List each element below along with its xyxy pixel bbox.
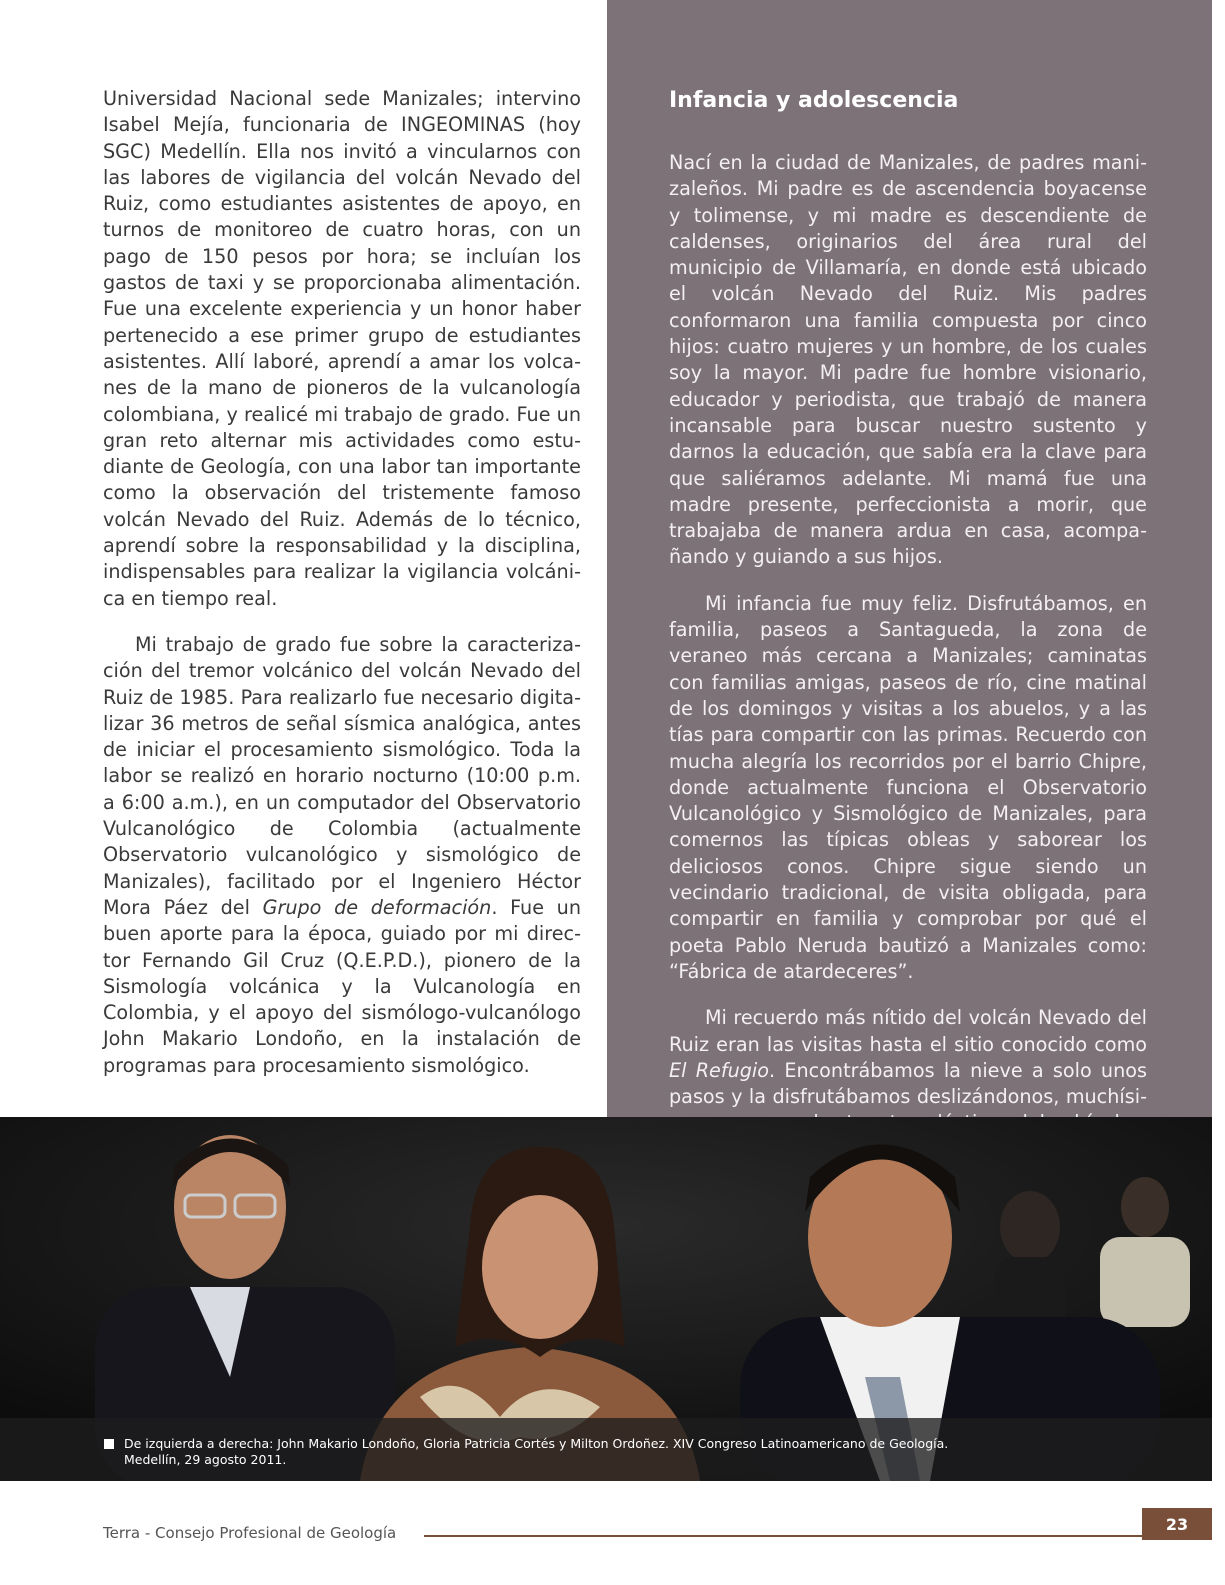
left-paragraph-2-text-b: . Fue un buen aporte para la época, guiado por mi director Fernando Gil Cruz (Q.E.P.D.), pionero de la Sismología volcánica y la Vulcanología en Colombia, y el apoyo del sismólogo-vulcanólogo John Makario Londoño, en la instalación de programas para procesamiento sismológico.	[103, 895, 581, 1077]
section-heading: Infancia y adolescencia	[669, 88, 959, 113]
right-paragraph-3-italic: El Refugio	[669, 1058, 769, 1082]
right-paragraph-3-text-b: . Encontrábamos la nieve a solo unos pasos y la disfrutábamos deslizándonos, muchísi	[669, 1058, 1147, 1109]
caption-bullet	[104, 1439, 114, 1449]
caption-line-1: De izquierda a derecha: John Makario Londoño, Gloria Patricia Cortés y Milton Ordoñez. XIV Congreso Latinoamericano de Geología.	[124, 1436, 949, 1451]
right-text-column	[669, 86, 1147, 1137]
right-paragraph-3-text-a: Mi recuerdo más nítido del volcán Nevado del Ruiz eran las visitas hasta el sitio conocido como	[669, 1006, 1147, 1056]
right-paragraph-1: Nací en la ciudad de Manizales, de padres manizaleños. Mi padre es de ascendencia boyacense y tolimense, y mi madre es descendiente de caldenses, originarios del área rural del municipio de Villamaría, en donde está ubicado el volcán Nevado del Ruiz. Mis padres conformaron una familia compuesta por cinco hijos: cuatro mujeres y un hombre, de los cuales soy la mayor. Mi padre fue hombre visionario, educador y periodista, que trabajó de manera incansable para buscar nuestro sustento y darnos la educación, que sabía era la clave para que saliéramos adelante. Mi mamá fue una madre presente, perfeccionista a morir, que trabajaba de manera ardua en casa, acompañando y guiando a sus hijos.	[669, 151, 1147, 569]
photo-caption	[124, 1436, 1104, 1467]
left-paragraph-2-text-a: Mi trabajo de grado fue sobre la caracterización del tremor volcánico del volcán Nevado del Ruiz de 1985. Para realizarlo fue necesario digitalizar 36 metros de señal sísmica analógica, antes de iniciar el procesamiento sismológico. Toda la labor se realizó en horario nocturno (10:00 p.m. a 6:00 a.m.), en un computador del Observatorio Vulcanológico de Colombia (actualmente Observatorio vulcanológico y sismológico de Manizales), facilitado por el Ingeniero Héctor Mora Páez del	[103, 632, 581, 919]
left-paragraph-2-italic: Grupo de deformación	[262, 895, 492, 919]
left-paragraph-1: Universidad Nacional sede Manizales; intervino Isabel Mejía, funcionaria de INGEOMINAS (hoy SGC) Medellín. Ella nos invitó a vincularnos con las labores de vigilancia del volcán Nevado del Ruiz, como estudiantes asistentes de apoyo, en turnos de monitoreo de cuatro horas, con un pago de 150 pesos por hora; se incluían los gastos de taxi y se proporcionaba alimentación. Fue una excelente experiencia y un honor haber pertenecido a ese primer grupo de estudiantes asistentes. Allí laboré, aprendí a amar los volcanes de la mano de pioneros de la vulcanología colombiana, y realicé mi trabajo de grado. Fue un gran reto alternar mis actividades como estudiante de Geología, con una labor tan importante como la observación del tristemente famoso volcán Nevado del Ruiz. Además de lo técnico, aprendí sobre la responsabilidad y la disciplina, indispensables para realizar la vigilancia volcánica en tiempo real.	[103, 87, 581, 610]
footer-publication: Terra - Consejo Profesional de Geología	[103, 1524, 397, 1542]
left-text-column	[103, 86, 581, 1079]
caption-line-2: Medellín, 29 agosto 2011.	[124, 1451, 287, 1467]
left-paragraph-2	[103, 632, 581, 1079]
footer-rule	[424, 1535, 1142, 1537]
page-number: 23	[1142, 1508, 1212, 1540]
right-paragraph-2: Mi infancia fue muy feliz. Disfrutábamos, en familia, paseos a Santagueda, la zona de veraneo más cercana a Manizales; caminatas con familias amigas, paseos de río, cine matinal de los domingos y visitas a los abuelos, y a las tías para compartir con las primas. Recuerdo con mucha alegría los recorridos por el barrio Chipre, donde actualmente funciona el Observatorio Vulcanológico y Sismológico de Manizales, para comernos las típicas obleas y saborear los deliciosos conos. Chipre sigue siendo un vecindario tradicional, de visita obligada, para compartir en familia y comprobar por qué el poeta Pablo Neruda bautizó a Manizales como: “Fábrica de atardeceres”.	[669, 591, 1147, 983]
